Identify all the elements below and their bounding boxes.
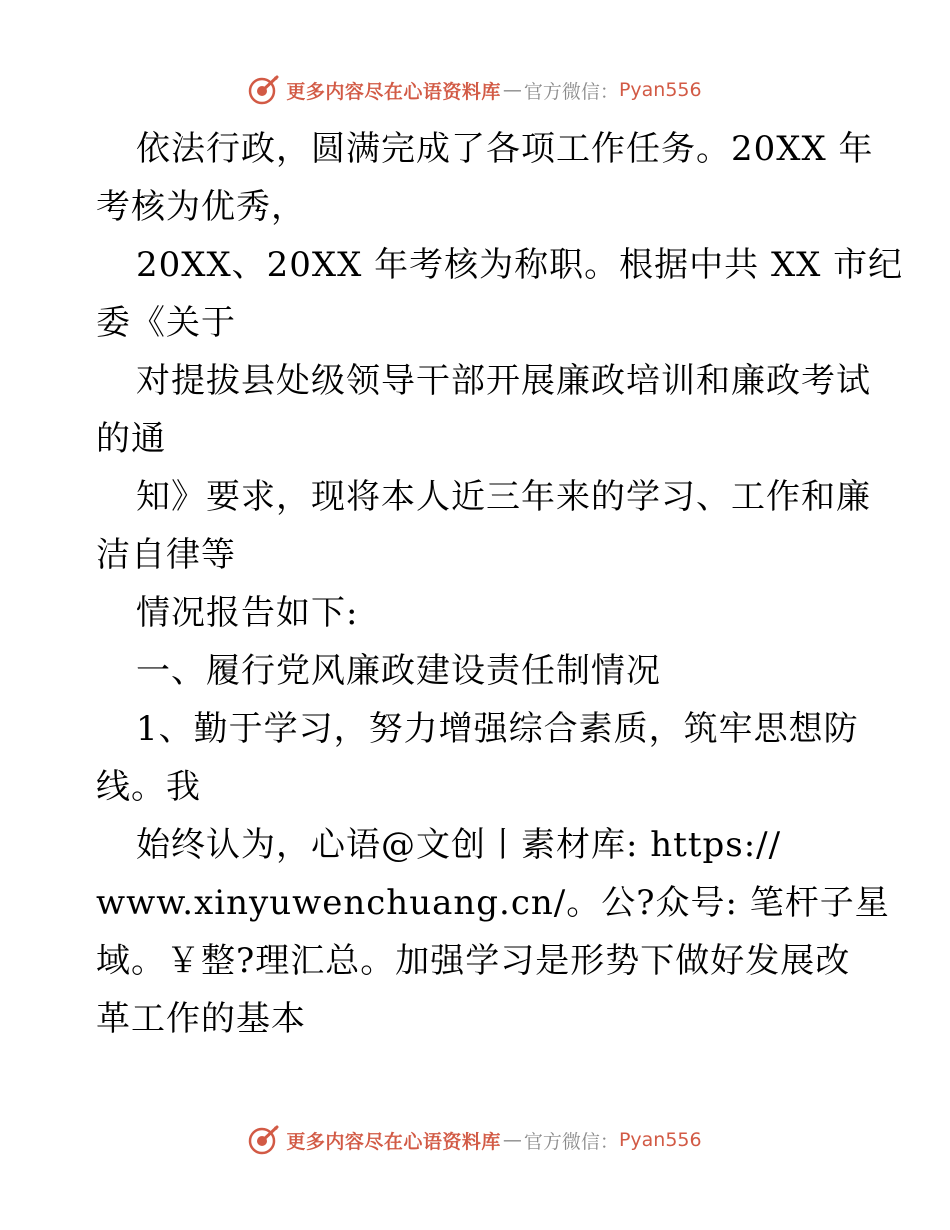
header-dash: —	[502, 79, 522, 101]
body-line: 线。我	[96, 767, 201, 807]
footer-site-text: 更多内容尽在心语资料库	[286, 1130, 501, 1153]
header-wechat-id: Pyan556	[618, 79, 702, 101]
body-line: 洁自律等	[96, 535, 236, 575]
footer-banner	[0, 1122, 950, 1158]
body-line: 对提拔县处级领导干部开展廉政培训和廉政考试	[136, 361, 871, 401]
body-line: 20XX、20XX 年考核为称职。根据中共 XX 市纪	[136, 245, 904, 285]
section-heading: 一、履行党风廉政建设责任制情况	[136, 651, 661, 691]
body-line: 情况报告如下:	[136, 593, 359, 633]
body-line: 知》要求，现将本人近三年来的学习、工作和廉	[136, 477, 871, 517]
body-line: 革工作的基本	[96, 999, 306, 1039]
body-line: 的通	[96, 419, 166, 459]
body-line: 考核为优秀，	[96, 187, 306, 227]
body-line: 域。￥整?理汇总。加强学习是形势下做好发展改	[96, 941, 851, 981]
body-line: www.xinyuwenchuang.cn/。公?众号: 笔杆子星	[96, 883, 890, 923]
brush-logo-icon	[248, 1124, 280, 1156]
header-wechat-label: 官方微信：	[523, 80, 619, 103]
footer-dash: —	[502, 1129, 522, 1151]
body-line: 依法行政，圆满完成了各项工作任务。20XX 年	[136, 129, 874, 169]
document-body	[96, 120, 904, 1048]
header-site-text: 更多内容尽在心语资料库	[286, 80, 501, 103]
body-line: 始终认为，心语@文创丨素材库: https://	[136, 825, 782, 865]
body-line: 1、勤于学习，努力增强综合素质，筑牢思想防	[136, 709, 859, 749]
footer-wechat-id: Pyan556	[618, 1129, 702, 1151]
footer-wechat-label: 官方微信：	[523, 1130, 619, 1153]
header-banner	[0, 72, 950, 108]
brush-logo-icon	[248, 74, 280, 106]
body-line: 委《关于	[96, 303, 236, 343]
